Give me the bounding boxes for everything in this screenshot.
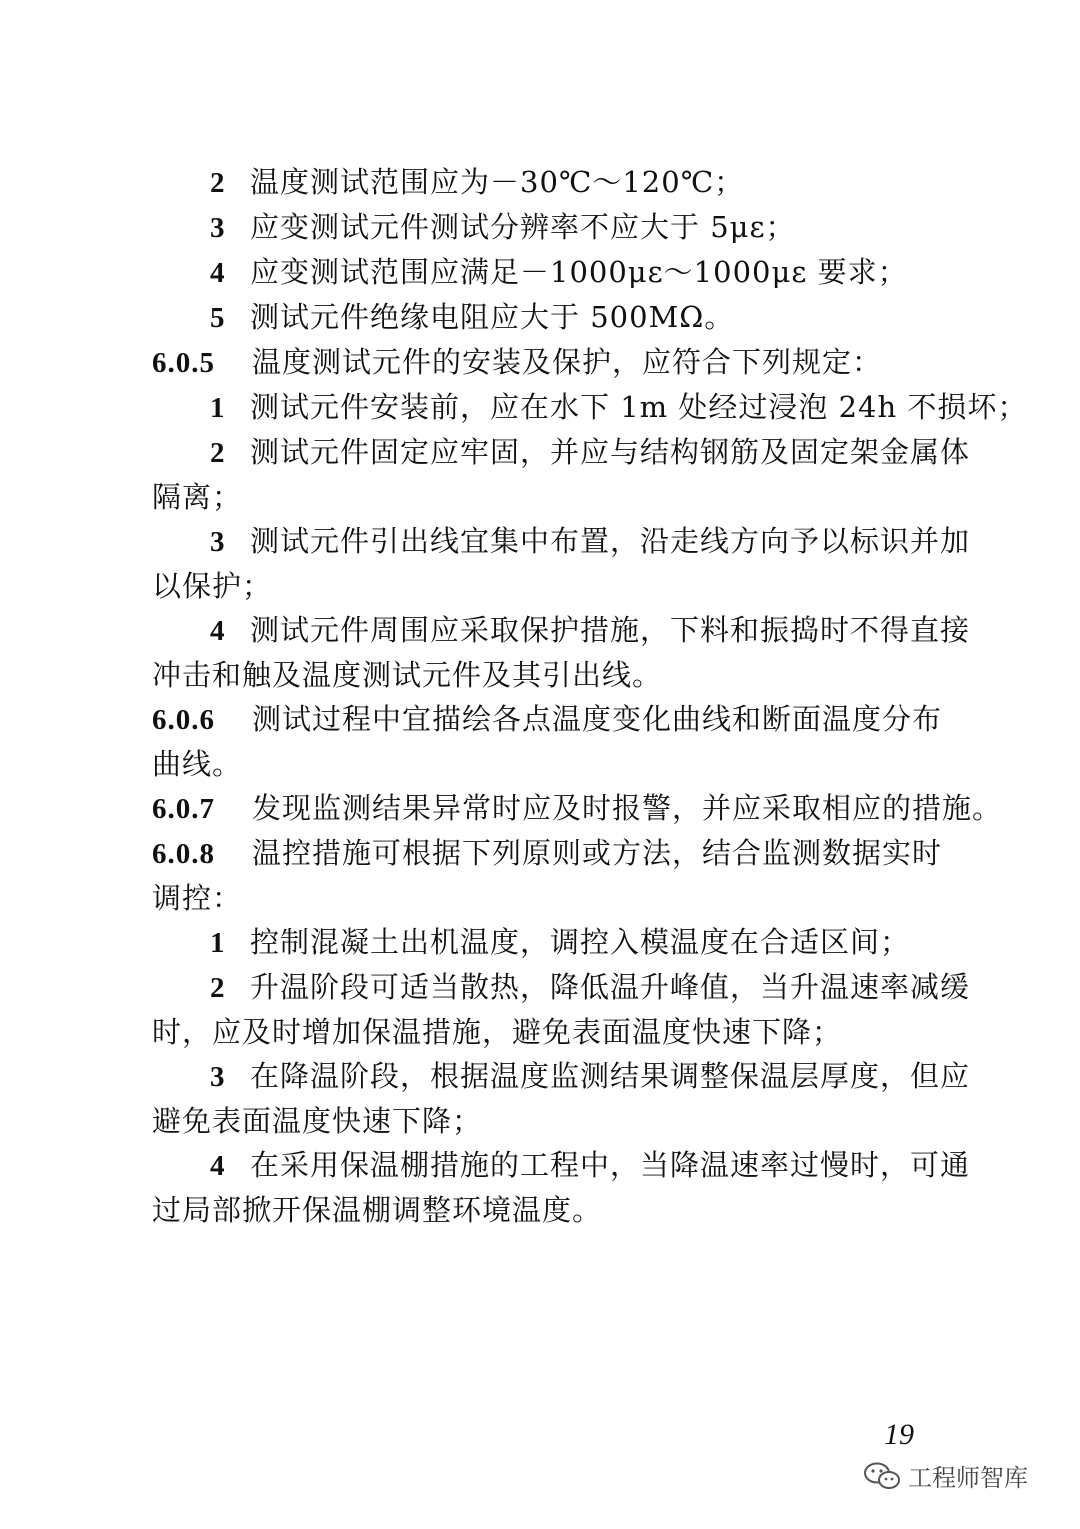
watermark xyxy=(862,1458,1028,1493)
list-item: 4 在采用保温棚措施的工程中，当降温速率过慢时，可通 xyxy=(210,1148,971,1182)
wechat-icon xyxy=(862,1461,902,1491)
list-item: 2 升温阶段可适当散热，降低温升峰值，当升温速率减缓 xyxy=(210,970,971,1004)
document-body xyxy=(152,160,1028,1232)
list-item: 1 测试元件安装前，应在水下 1m 处经过浸泡 24h 不损坏； xyxy=(210,390,1028,424)
list-item: 4 应变测试范围应满足－1000με～1000με 要求； xyxy=(210,255,908,289)
list-item: 1 控制混凝土出机温度，调控入模温度在合适区间； xyxy=(210,925,911,959)
watermark-text: 工程师智库 xyxy=(908,1464,1028,1492)
continuation-line: 避免表面温度快速下降； xyxy=(152,1104,483,1138)
continuation-line: 以保护； xyxy=(152,569,273,603)
list-item: 3 在降温阶段，根据温度监测结果调整保温层厚度，但应 xyxy=(210,1059,971,1093)
section-clause: 6.0.7 发现监测结果异常时应及时报警，并应采取相应的措施。 xyxy=(152,791,1003,825)
list-item: 5 测试元件绝缘电阻应大于 500MΩ。 xyxy=(210,300,735,334)
list-item: 4 测试元件周围应采取保护措施，下料和振捣时不得直接 xyxy=(210,613,971,647)
list-item: 2 温度测试范围应为－30℃～120℃； xyxy=(210,165,745,199)
section-clause: 6.0.8 温控措施可根据下列原则或方法，结合监测数据实时 xyxy=(152,836,943,870)
section-clause: 6.0.5 温度测试元件的安装及保护，应符合下列规定： xyxy=(152,345,883,379)
list-item: 3 测试元件引出线宜集中布置，沿走线方向予以标识并加 xyxy=(210,524,971,558)
continuation-line: 隔离； xyxy=(152,480,243,514)
continuation-line: 过局部掀开保温棚调整环境温度。 xyxy=(152,1193,603,1227)
list-item: 3 应变测试元件测试分辨率不应大于 5με； xyxy=(210,210,796,244)
continuation-line: 调控： xyxy=(152,881,243,915)
continuation-line: 曲线。 xyxy=(152,747,243,781)
continuation-line: 时，应及时增加保温措施，避免表面温度快速下降； xyxy=(152,1015,843,1049)
continuation-line: 冲击和触及温度测试元件及其引出线。 xyxy=(152,658,663,692)
section-clause: 6.0.6 测试过程中宜描绘各点温度变化曲线和断面温度分布 xyxy=(152,702,943,736)
page-number: 19 xyxy=(884,1418,914,1451)
list-item: 2 测试元件固定应牢固，并应与结构钢筋及固定架金属体 xyxy=(210,435,971,469)
